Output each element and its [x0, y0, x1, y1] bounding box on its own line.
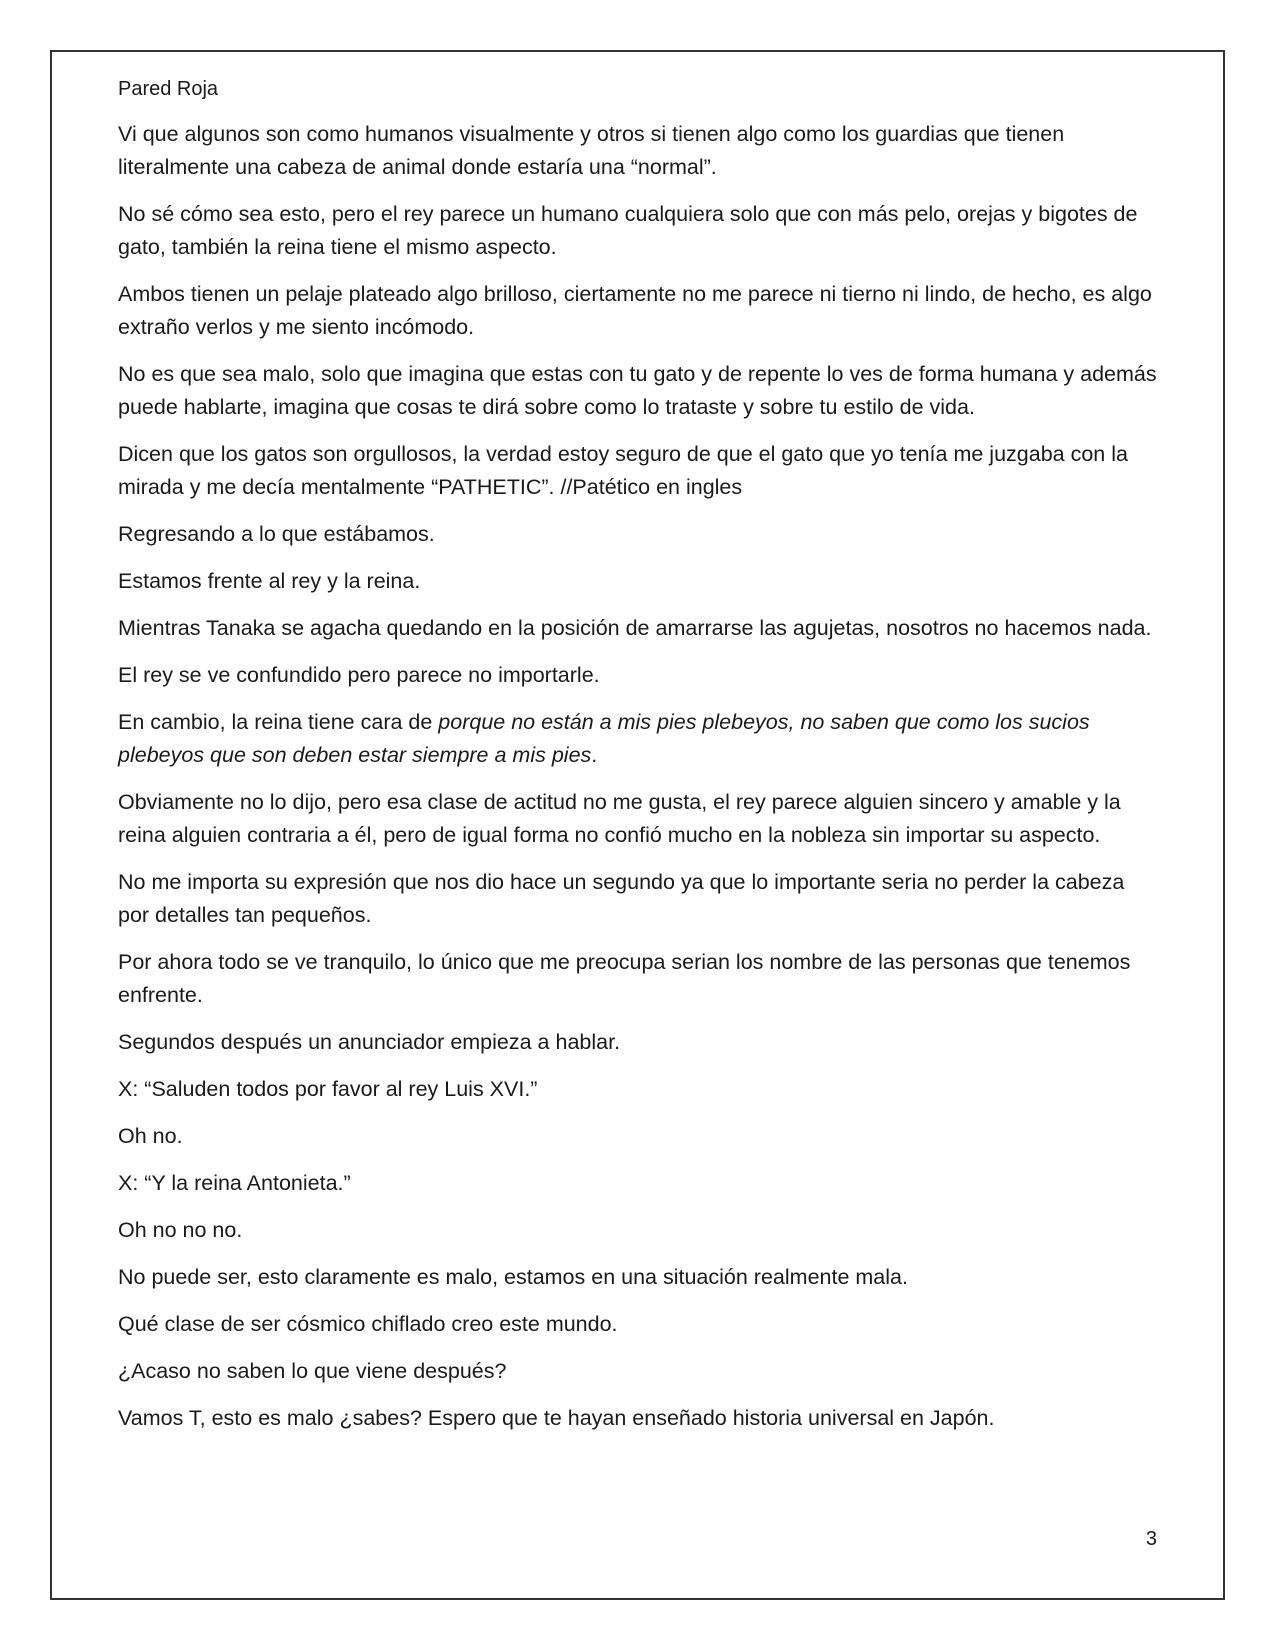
paragraph: Ambos tienen un pelaje plateado algo brilloso, ciertamente no me parece ni tierno ni lindo, de hecho, es algo extraño verlos y me siento incómodo. — [118, 282, 1152, 339]
paragraph: No puede ser, esto claramente es malo, estamos en una situación realmente mala. — [118, 1265, 908, 1289]
paragraph: Vamos T, esto es malo ¿sabes? Espero que te hayan enseñado historia universal en Japón. — [118, 1406, 995, 1430]
document-body — [118, 118, 1160, 1449]
paragraph: X: “Saluden todos por favor al rey Luis XVI.” — [118, 1077, 538, 1101]
paragraph: Mientras Tanaka se agacha quedando en la posición de amarrarse las agujetas, nosotros no hacemos nada. — [118, 616, 1152, 640]
paragraph: No sé cómo sea esto, pero el rey parece un humano cualquiera solo que con más pelo, orejas y bigotes de gato, también la reina tiene el mismo aspecto. — [118, 202, 1138, 259]
paragraph: Segundos después un anunciador empieza a hablar. — [118, 1030, 621, 1054]
paragraph: No es que sea malo, solo que imagina que estas con tu gato y de repente lo ves de forma humana y además puede hablarte, imagina que cosas te dirá sobre como lo trataste y sobre tu estilo de vida. — [118, 362, 1157, 419]
paragraph: El rey se ve confundido pero parece no importarle. — [118, 663, 600, 687]
paragraph-text-after: . — [591, 743, 598, 767]
document-header: Pared Roja — [118, 78, 219, 100]
paragraph: Regresando a lo que estábamos. — [118, 522, 435, 546]
paragraph-italic-text: porque no están a mis pies plebeyos, no saben que como los sucios plebeyos que son deben estar siempre a mis pies — [118, 710, 1090, 767]
paragraph: ¿Acaso no saben lo que viene después? — [118, 1359, 507, 1383]
paragraph: Obviamente no lo dijo, pero esa clase de actitud no me gusta, el rey parece alguien sincero y amable y la reina alguien contraria a él, pero de igual forma no confió mucho en la nobleza sin importar su aspecto. — [118, 790, 1121, 847]
page-number: 3 — [1145, 1528, 1157, 1550]
paragraph: Oh no no no. — [118, 1218, 243, 1242]
paragraph: Estamos frente al rey y la reina. — [118, 569, 421, 593]
paragraph: Dicen que los gatos son orgullosos, la verdad estoy seguro de que el gato que yo tenía me juzgaba con la mirada y me decía mentalmente “PATHETIC”. //Patético en ingles — [118, 442, 1128, 499]
paragraph: Por ahora todo se ve tranquilo, lo único que me preocupa serian los nombre de las personas que tenemos enfrente. — [118, 950, 1131, 1007]
paragraph: Oh no. — [118, 1124, 183, 1148]
paragraph: X: “Y la reina Antonieta.” — [118, 1171, 351, 1195]
paragraph-with-italic — [118, 706, 1160, 772]
paragraph: Qué clase de ser cósmico chiflado creo este mundo. — [118, 1312, 618, 1336]
paragraph-text-before: En cambio, la reina tiene cara de — [118, 710, 439, 734]
paragraph: Vi que algunos son como humanos visualmente y otros si tienen algo como los guardias que tienen literalmente una cabeza de animal donde estaría una “normal”. — [118, 122, 1065, 179]
paragraph: No me importa su expresión que nos dio hace un segundo ya que lo importante seria no perder la cabeza por detalles tan pequeños. — [118, 870, 1125, 927]
